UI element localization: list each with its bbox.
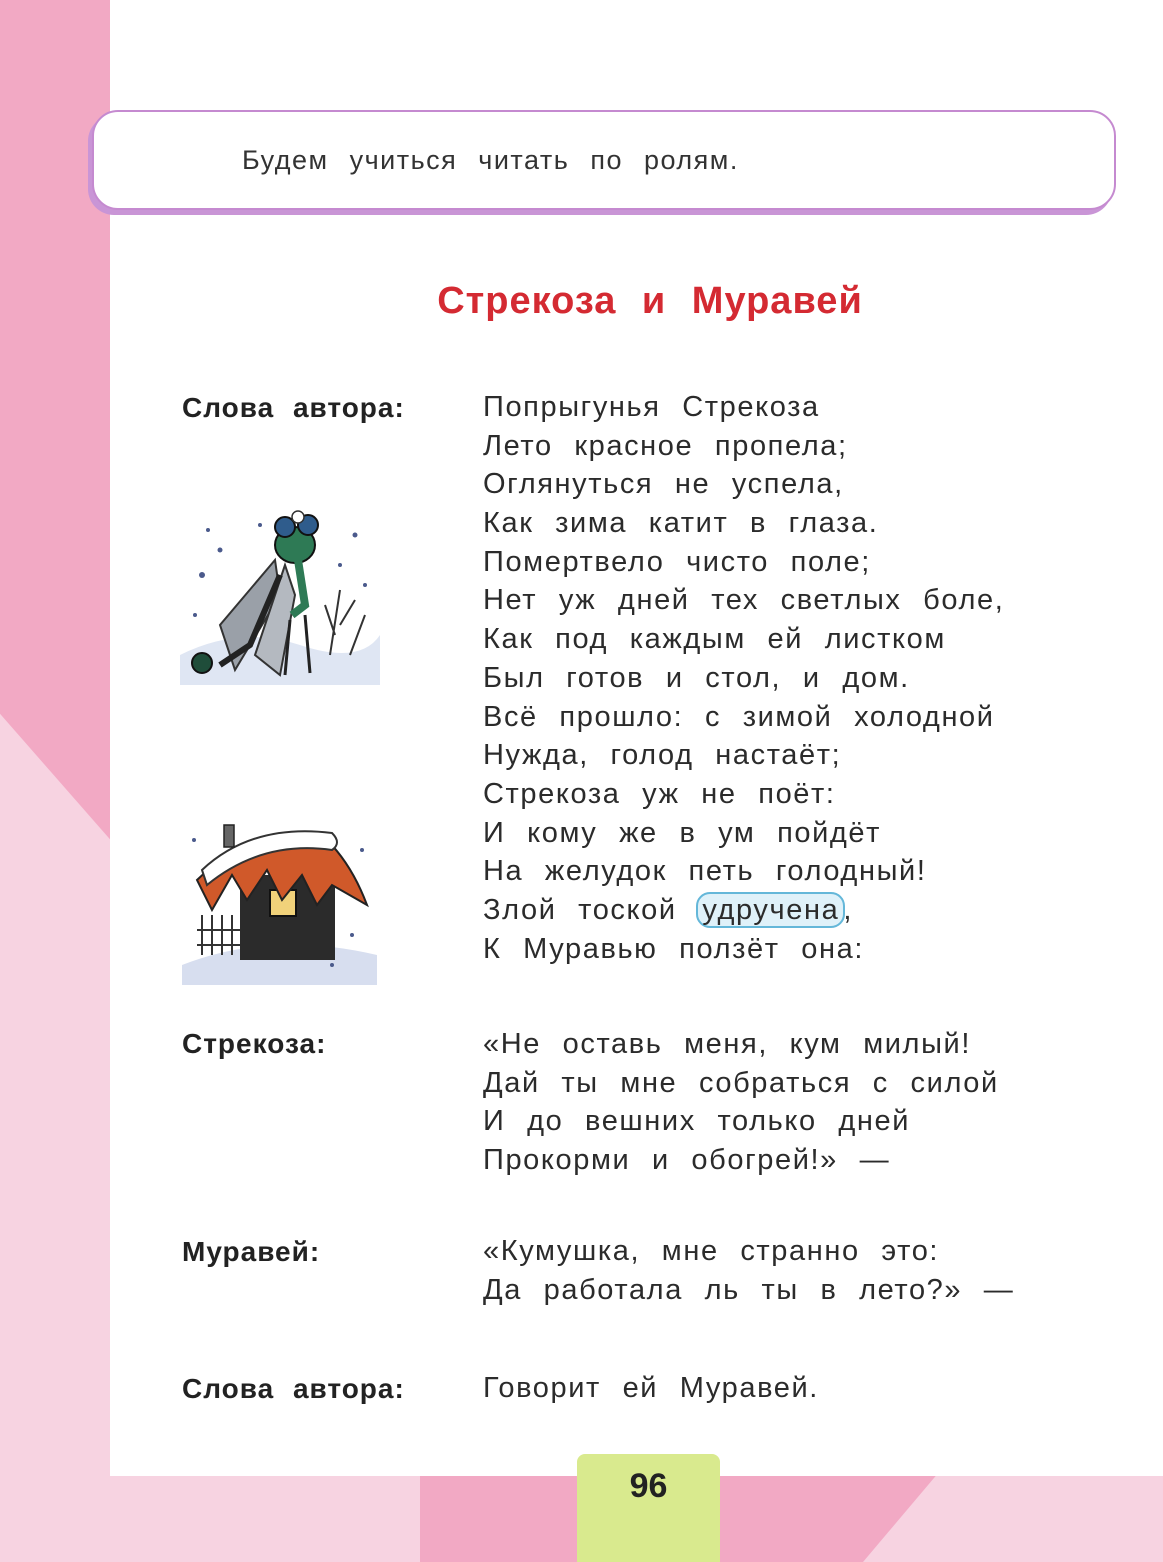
vocabulary-highlight-word[interactable]: удручена bbox=[696, 892, 845, 928]
speaker-label: Слова автора: bbox=[182, 1373, 405, 1404]
verse-line: Помертвело чисто поле; bbox=[483, 545, 871, 578]
verse-line-tail: , bbox=[843, 893, 853, 926]
verse-line: Попрыгунья Стрекоза bbox=[483, 391, 820, 423]
verse-line: «Кумушка, мне странно это: bbox=[483, 1235, 940, 1267]
verse-line-start: Злой тоской bbox=[483, 893, 677, 926]
verse-line: Был готов и стол, и дом. bbox=[483, 661, 910, 694]
page-number: 96 bbox=[629, 1467, 668, 1505]
verse-line: Лето красное пропела; bbox=[483, 429, 848, 462]
dragonfly-illustration-icon bbox=[180, 505, 380, 685]
house-illustration-icon bbox=[182, 815, 377, 985]
verse-line: «Не оставь меня, кум милый! bbox=[483, 1028, 971, 1060]
verse-line: И до вешних только дней bbox=[483, 1105, 910, 1138]
verse-line: Да работала ль ты в лето?» — bbox=[483, 1273, 1015, 1306]
speaker-label: Муравей: bbox=[182, 1236, 321, 1267]
verse-line: Как под каждым ей листком bbox=[483, 623, 946, 656]
verse-line-highlighted bbox=[483, 891, 1004, 930]
verse-line: Всё прошло: с зимой холодной bbox=[483, 700, 995, 733]
verse-line: Говорит ей Муравей. bbox=[483, 1372, 819, 1404]
speaker-label: Слова автора: bbox=[182, 392, 405, 423]
verse-line: Прокорми и обогрей!» — bbox=[483, 1144, 891, 1177]
verse-line: Оглянуться не успела, bbox=[483, 468, 844, 501]
verse-block bbox=[483, 1025, 999, 1180]
verse-line: И кому же в ум пойдёт bbox=[483, 816, 882, 849]
verse-line: Как зима катит в глаза. bbox=[483, 507, 879, 540]
verse-block bbox=[483, 1369, 819, 1408]
verse-line: Стрекоза уж не поёт: bbox=[483, 777, 836, 810]
verse-line: Нужда, голод настаёт; bbox=[483, 739, 842, 772]
verse-line: К Муравью ползёт она: bbox=[483, 932, 864, 965]
verse-line: Дай ты мне собраться с силой bbox=[483, 1066, 999, 1099]
task-banner-text: Будем учиться читать по ролям. bbox=[242, 145, 739, 175]
verse-block bbox=[483, 1232, 1014, 1309]
speaker-label: Стрекоза: bbox=[182, 1028, 327, 1059]
verse-line: Нет уж дней тех светлых боле, bbox=[483, 584, 1005, 617]
verse-line: На желудок петь голодный! bbox=[483, 855, 927, 888]
verse-block bbox=[483, 388, 1004, 968]
poem-title: Стрекоза и Муравей bbox=[437, 280, 863, 322]
